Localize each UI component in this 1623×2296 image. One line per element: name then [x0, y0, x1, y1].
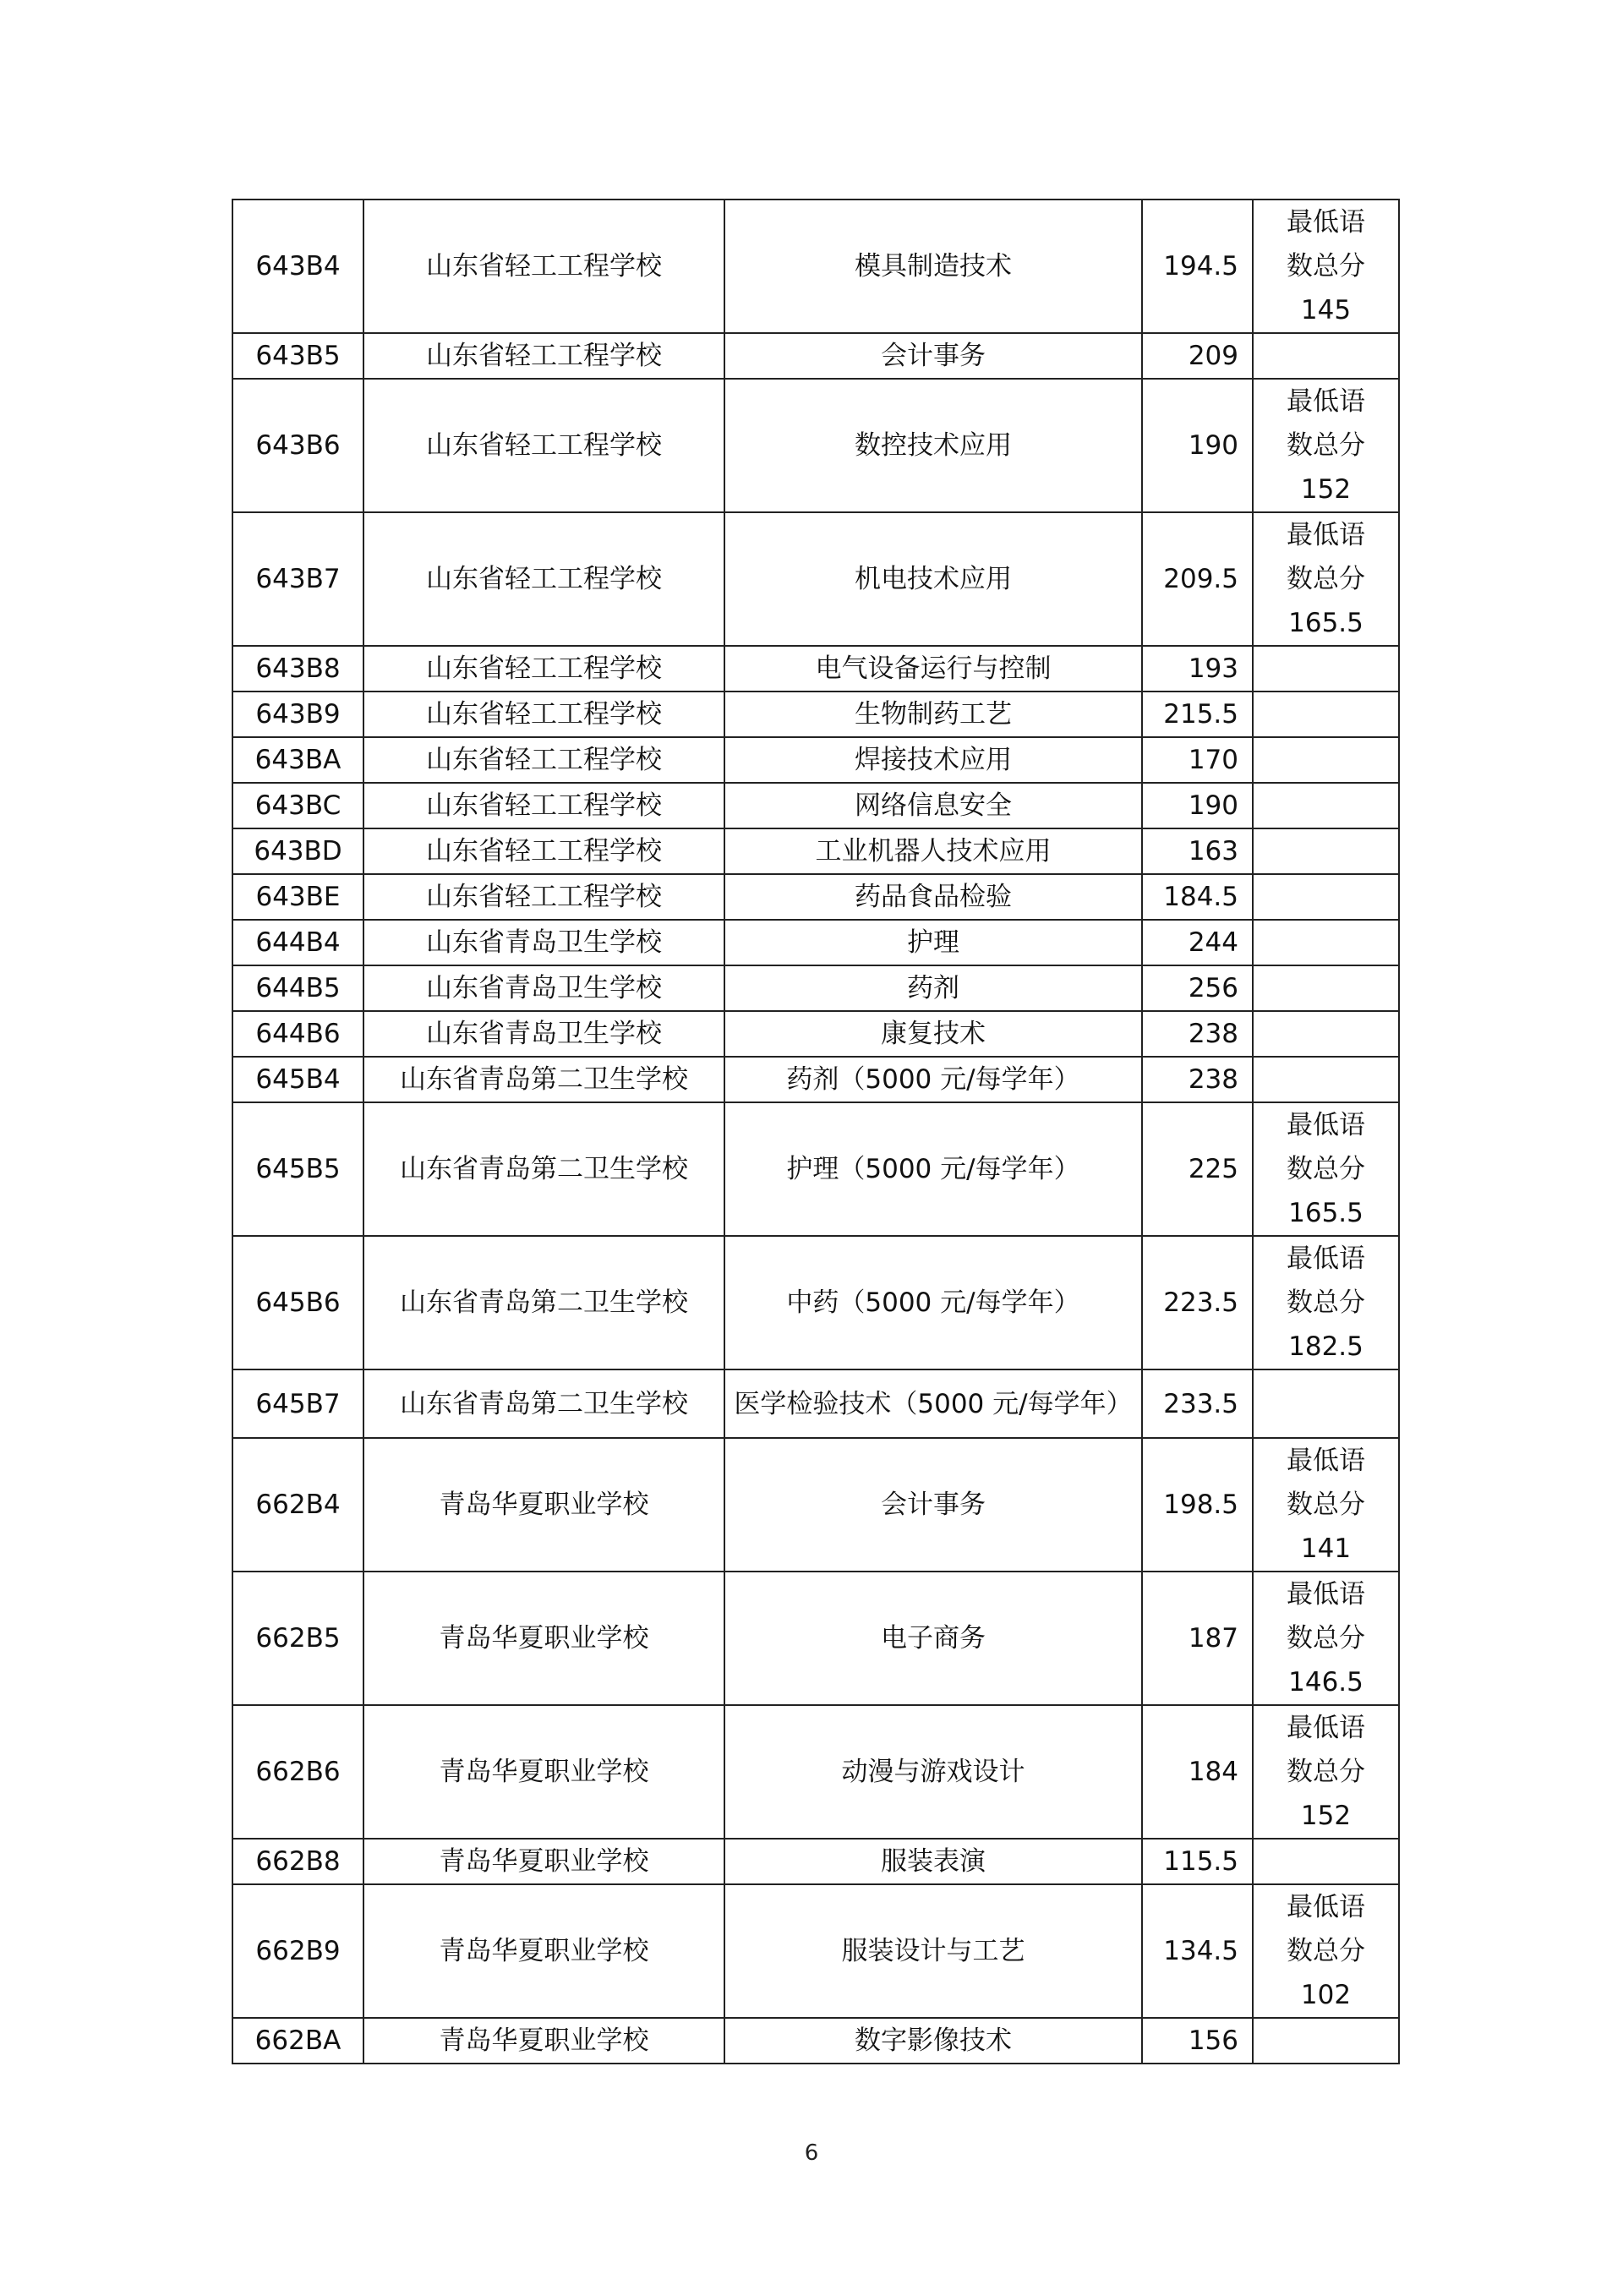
code-cell: 662B4	[232, 1438, 363, 1572]
score-cell: 190	[1142, 783, 1253, 828]
school-cell: 青岛华夏职业学校	[363, 1705, 724, 1839]
code-cell: 644B6	[232, 1011, 363, 1057]
note-line: 最低语	[1287, 1579, 1365, 1610]
note-cell	[1253, 692, 1399, 737]
note-cell	[1253, 333, 1399, 379]
code-cell: 645B6	[232, 1236, 363, 1369]
score-cell: 156	[1142, 2018, 1253, 2064]
code-cell: 645B7	[232, 1369, 363, 1438]
major-cell: 机电技术应用	[724, 512, 1142, 646]
note-line: 165.5	[1288, 1198, 1363, 1228]
table-row	[232, 1572, 1399, 1705]
school-cell: 山东省轻工工程学校	[363, 874, 724, 920]
table-row	[232, 333, 1399, 379]
note-cell	[1253, 1369, 1399, 1438]
code-cell: 643B4	[232, 200, 363, 333]
score-cell: 215.5	[1142, 692, 1253, 737]
code-cell: 662BA	[232, 2018, 363, 2064]
note-line: 数总分	[1287, 564, 1365, 594]
major-cell: 模具制造技术	[724, 200, 1142, 333]
code-cell: 644B4	[232, 920, 363, 965]
note-line: 数总分	[1287, 1490, 1365, 1520]
table-body	[232, 200, 1399, 2064]
note-line: 最低语	[1287, 1713, 1365, 1743]
note-cell	[1253, 512, 1399, 646]
school-cell: 山东省轻工工程学校	[363, 828, 724, 874]
school-cell: 山东省青岛卫生学校	[363, 1011, 724, 1057]
table-row	[232, 1839, 1399, 1884]
major-cell: 数控技术应用	[724, 379, 1142, 512]
school-cell: 山东省青岛第二卫生学校	[363, 1236, 724, 1369]
note-line: 165.5	[1288, 608, 1363, 638]
table-row	[232, 692, 1399, 737]
school-cell: 山东省轻工工程学校	[363, 512, 724, 646]
major-cell: 中药（5000 元/每学年）	[724, 1236, 1142, 1369]
score-cell: 194.5	[1142, 200, 1253, 333]
major-cell: 工业机器人技术应用	[724, 828, 1142, 874]
school-cell: 山东省轻工工程学校	[363, 379, 724, 512]
score-table	[232, 199, 1400, 2064]
note-cell	[1253, 737, 1399, 783]
note-cell	[1253, 1839, 1399, 1884]
note-line: 数总分	[1287, 1623, 1365, 1654]
code-cell: 643B5	[232, 333, 363, 379]
code-cell: 643B6	[232, 379, 363, 512]
note-line: 最低语	[1287, 520, 1365, 550]
table-row	[232, 512, 1399, 646]
table-row	[232, 646, 1399, 692]
major-cell: 服装表演	[724, 1839, 1142, 1884]
table-row	[232, 783, 1399, 828]
note-cell	[1253, 1438, 1399, 1572]
major-cell: 药剂	[724, 965, 1142, 1011]
school-cell: 山东省青岛卫生学校	[363, 920, 724, 965]
score-cell: 184	[1142, 1705, 1253, 1839]
school-cell: 青岛华夏职业学校	[363, 1572, 724, 1705]
code-cell: 643B8	[232, 646, 363, 692]
code-cell: 662B8	[232, 1839, 363, 1884]
major-cell: 会计事务	[724, 1438, 1142, 1572]
school-cell: 青岛华夏职业学校	[363, 1839, 724, 1884]
note-line: 最低语	[1287, 207, 1365, 238]
code-cell: 643BA	[232, 737, 363, 783]
score-cell: 198.5	[1142, 1438, 1253, 1572]
note-cell	[1253, 874, 1399, 920]
note-cell	[1253, 965, 1399, 1011]
code-cell: 643BD	[232, 828, 363, 874]
note-line: 数总分	[1287, 1757, 1365, 1787]
school-cell: 青岛华夏职业学校	[363, 2018, 724, 2064]
score-cell: 238	[1142, 1057, 1253, 1102]
school-cell: 青岛华夏职业学校	[363, 1884, 724, 2018]
score-cell: 238	[1142, 1011, 1253, 1057]
code-cell: 645B5	[232, 1102, 363, 1236]
table-row	[232, 828, 1399, 874]
score-cell: 256	[1142, 965, 1253, 1011]
code-cell: 643B9	[232, 692, 363, 737]
code-cell: 662B6	[232, 1705, 363, 1839]
note-cell	[1253, 1705, 1399, 1839]
major-cell: 电气设备运行与控制	[724, 646, 1142, 692]
note-cell	[1253, 379, 1399, 512]
school-cell: 山东省轻工工程学校	[363, 200, 724, 333]
table-row	[232, 965, 1399, 1011]
major-cell: 医学检验技术（5000 元/每学年）	[724, 1369, 1142, 1438]
note-line: 数总分	[1287, 251, 1365, 282]
score-cell: 209	[1142, 333, 1253, 379]
school-cell: 山东省轻工工程学校	[363, 783, 724, 828]
table-row	[232, 1236, 1399, 1369]
major-cell: 数字影像技术	[724, 2018, 1142, 2064]
major-cell: 药剂（5000 元/每学年）	[724, 1057, 1142, 1102]
score-cell: 209.5	[1142, 512, 1253, 646]
note-line: 最低语	[1287, 386, 1365, 417]
score-cell: 184.5	[1142, 874, 1253, 920]
table-row	[232, 1884, 1399, 2018]
code-cell: 643BC	[232, 783, 363, 828]
major-cell: 药品食品检验	[724, 874, 1142, 920]
note-cell	[1253, 783, 1399, 828]
note-line: 145	[1300, 295, 1352, 325]
note-cell	[1253, 1057, 1399, 1102]
major-cell: 护理	[724, 920, 1142, 965]
table-row	[232, 379, 1399, 512]
note-line: 152	[1300, 1801, 1352, 1831]
note-line: 141	[1300, 1533, 1352, 1564]
school-cell: 山东省轻工工程学校	[363, 646, 724, 692]
code-cell: 662B5	[232, 1572, 363, 1705]
table-row	[232, 1011, 1399, 1057]
table-row	[232, 200, 1399, 333]
score-cell: 170	[1142, 737, 1253, 783]
note-cell	[1253, 200, 1399, 333]
note-line: 146.5	[1288, 1667, 1363, 1697]
note-cell	[1253, 1236, 1399, 1369]
note-cell	[1253, 920, 1399, 965]
major-cell: 焊接技术应用	[724, 737, 1142, 783]
note-cell	[1253, 1572, 1399, 1705]
note-line: 102	[1300, 1980, 1352, 2010]
school-cell: 山东省轻工工程学校	[363, 737, 724, 783]
major-cell: 生物制药工艺	[724, 692, 1142, 737]
table-row	[232, 874, 1399, 920]
school-cell: 山东省青岛第二卫生学校	[363, 1102, 724, 1236]
note-cell	[1253, 2018, 1399, 2064]
note-cell	[1253, 1011, 1399, 1057]
major-cell: 服装设计与工艺	[724, 1884, 1142, 2018]
major-cell: 电子商务	[724, 1572, 1142, 1705]
major-cell: 会计事务	[724, 333, 1142, 379]
code-cell: 643BE	[232, 874, 363, 920]
score-cell: 134.5	[1142, 1884, 1253, 2018]
note-line: 数总分	[1287, 1287, 1365, 1318]
note-line: 数总分	[1287, 1154, 1365, 1184]
page-number: 6	[804, 2140, 819, 2166]
score-cell: 233.5	[1142, 1369, 1253, 1438]
table-row	[232, 920, 1399, 965]
note-line: 数总分	[1287, 430, 1365, 461]
note-line: 最低语	[1287, 1110, 1365, 1140]
school-cell: 山东省轻工工程学校	[363, 333, 724, 379]
table-row	[232, 1057, 1399, 1102]
table-row	[232, 1369, 1399, 1438]
major-cell: 护理（5000 元/每学年）	[724, 1102, 1142, 1236]
school-cell: 青岛华夏职业学校	[363, 1438, 724, 1572]
code-cell: 643B7	[232, 512, 363, 646]
table-row	[232, 737, 1399, 783]
school-cell: 山东省青岛第二卫生学校	[363, 1057, 724, 1102]
score-cell: 115.5	[1142, 1839, 1253, 1884]
score-cell: 244	[1142, 920, 1253, 965]
note-cell	[1253, 646, 1399, 692]
score-cell: 187	[1142, 1572, 1253, 1705]
score-cell: 223.5	[1142, 1236, 1253, 1369]
major-cell: 网络信息安全	[724, 783, 1142, 828]
note-line: 最低语	[1287, 1244, 1365, 1274]
note-line: 182.5	[1288, 1331, 1363, 1362]
note-cell	[1253, 1884, 1399, 2018]
table-row	[232, 1438, 1399, 1572]
note-cell	[1253, 1102, 1399, 1236]
code-cell: 662B9	[232, 1884, 363, 2018]
school-cell: 山东省青岛第二卫生学校	[363, 1369, 724, 1438]
code-cell: 644B5	[232, 965, 363, 1011]
table-row	[232, 2018, 1399, 2064]
note-cell	[1253, 828, 1399, 874]
school-cell: 山东省轻工工程学校	[363, 692, 724, 737]
score-cell: 193	[1142, 646, 1253, 692]
score-cell: 225	[1142, 1102, 1253, 1236]
note-line: 152	[1300, 474, 1352, 505]
note-line: 最低语	[1287, 1446, 1365, 1476]
school-cell: 山东省青岛卫生学校	[363, 965, 724, 1011]
table-row	[232, 1102, 1399, 1236]
major-cell: 康复技术	[724, 1011, 1142, 1057]
major-cell: 动漫与游戏设计	[724, 1705, 1142, 1839]
note-line: 数总分	[1287, 1936, 1365, 1966]
score-cell: 163	[1142, 828, 1253, 874]
table-row	[232, 1705, 1399, 1839]
score-cell: 190	[1142, 379, 1253, 512]
note-line: 最低语	[1287, 1892, 1365, 1922]
code-cell: 645B4	[232, 1057, 363, 1102]
